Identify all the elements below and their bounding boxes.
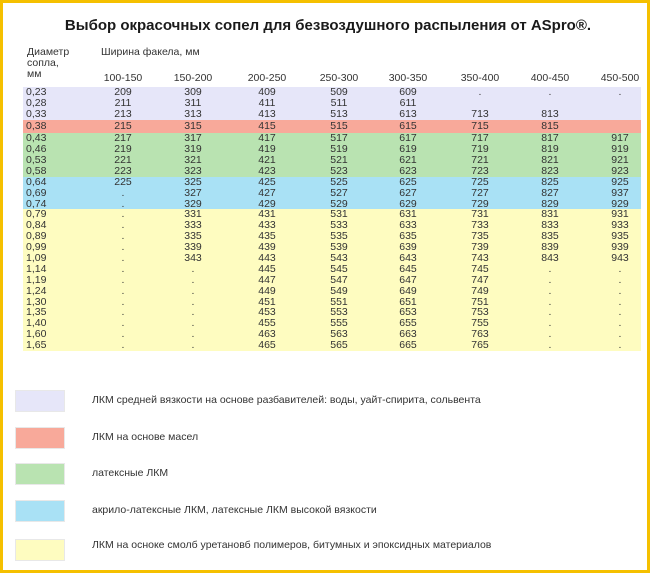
nozzle-code-cell: 523 [330, 164, 348, 177]
table-row [23, 340, 641, 351]
legend-item [15, 463, 635, 487]
nozzle-code-cell: . [121, 284, 125, 297]
legend-item [15, 427, 635, 451]
nozzle-code-cell: . [548, 273, 552, 286]
nozzle-code-cell: 447 [258, 273, 276, 286]
nozzle-code-cell: 733 [471, 219, 489, 232]
nozzle-code-cell: 517 [330, 132, 348, 145]
diameter-cell: 1,40 [26, 317, 47, 330]
nozzle-code-cell: 939 [611, 241, 629, 254]
nozzle-code-cell: 547 [330, 273, 348, 286]
diameter-header-line-2: сопла, [27, 57, 59, 69]
nozzle-code-cell: . [191, 284, 195, 297]
nozzle-code-cell: 639 [399, 241, 417, 254]
nozzle-code-cell: 827 [541, 186, 559, 199]
nozzle-code-cell: . [121, 230, 125, 243]
nozzle-code-cell: . [618, 306, 622, 319]
nozzle-code-cell: 551 [330, 295, 348, 308]
nozzle-code-cell: . [191, 262, 195, 275]
nozzle-code-cell: 333 [184, 219, 202, 232]
diameter-cell: 0,23 [26, 86, 47, 98]
nozzle-code-cell: . [618, 328, 622, 341]
legend-text: латексные ЛКМ [92, 467, 169, 479]
nozzle-code-cell: 835 [541, 230, 559, 243]
nozzle-code-cell: 729 [471, 197, 489, 210]
nozzle-code-cell: 429 [258, 197, 276, 210]
nozzle-code-cell: . [121, 306, 125, 319]
nozzle-code-cell: 449 [258, 284, 276, 297]
diameter-cell: 0,64 [26, 175, 47, 188]
nozzle-code-cell: 431 [258, 208, 276, 221]
nozzle-code-cell: 455 [258, 317, 276, 330]
nozzle-code-cell: 717 [471, 132, 489, 145]
nozzle-code-cell: 435 [258, 230, 276, 243]
nozzle-code-cell: . [191, 328, 195, 341]
nozzle-code-cell: 815 [541, 119, 559, 132]
nozzle-code-cell: 531 [330, 208, 348, 221]
nozzle-code-cell: 745 [471, 262, 489, 275]
nozzle-code-cell: 643 [399, 251, 417, 264]
nozzle-code-cell: 423 [258, 164, 276, 177]
legend-swatch [15, 500, 65, 522]
nozzle-code-cell: 439 [258, 241, 276, 254]
nozzle-code-cell: . [121, 251, 125, 264]
nozzle-code-cell: 609 [399, 86, 417, 98]
nozzle-code-cell: . [121, 219, 125, 232]
nozzle-code-cell: 735 [471, 230, 489, 243]
nozzle-code-cell: 317 [184, 132, 202, 145]
nozzle-code-cell: . [618, 262, 622, 275]
nozzle-code-cell: 339 [184, 241, 202, 254]
diameter-cell: 0,43 [26, 132, 47, 145]
nozzle-code-cell: 739 [471, 241, 489, 254]
diameter-cell: 0,99 [26, 241, 47, 254]
diameter-header-line-3: мм [27, 68, 42, 80]
diameter-cell: 0,74 [26, 197, 47, 210]
table-row [23, 286, 641, 297]
nozzle-code-cell: 521 [330, 153, 348, 166]
nozzle-code-cell: 921 [611, 153, 629, 166]
diameter-cell: 0,79 [26, 208, 47, 221]
nozzle-code-cell: 213 [114, 107, 132, 120]
nozzle-code-cell: . [121, 208, 125, 221]
column-header-250-300: 250-300 [319, 72, 359, 84]
nozzle-code-cell: . [191, 339, 195, 352]
nozzle-code-cell: 731 [471, 208, 489, 221]
nozzle-code-cell: 719 [471, 143, 489, 156]
nozzle-code-cell: . [121, 317, 125, 330]
nozzle-code-cell: . [548, 339, 552, 352]
diameter-cell: 1,65 [26, 339, 47, 352]
nozzle-table [23, 87, 641, 351]
nozzle-code-cell: 221 [114, 153, 132, 166]
nozzle-code-cell: . [548, 262, 552, 275]
nozzle-code-cell: 335 [184, 230, 202, 243]
fan-width-header: Ширина факела, мм [101, 46, 200, 58]
nozzle-code-cell: 535 [330, 230, 348, 243]
legend-swatch [15, 539, 65, 561]
nozzle-code-cell: 563 [330, 328, 348, 341]
legend-item [15, 539, 635, 563]
nozzle-code-cell: 817 [541, 132, 559, 145]
nozzle-code-cell: 839 [541, 241, 559, 254]
nozzle-code-cell: 545 [330, 262, 348, 275]
nozzle-code-cell: 665 [399, 339, 417, 352]
nozzle-code-cell: . [191, 306, 195, 319]
diameter-cell: 1,24 [26, 284, 47, 297]
nozzle-code-cell: 533 [330, 219, 348, 232]
nozzle-code-cell: 627 [399, 186, 417, 199]
nozzle-code-cell: 831 [541, 208, 559, 221]
nozzle-code-cell: 311 [184, 96, 202, 109]
nozzle-code-cell: 655 [399, 317, 417, 330]
legend-text: ЛКМ на основе масел [92, 431, 199, 443]
nozzle-code-cell: 919 [611, 143, 629, 156]
nozzle-code-cell: . [548, 306, 552, 319]
nozzle-code-cell: 649 [399, 284, 417, 297]
column-header-400-450: 400-450 [530, 72, 570, 84]
diameter-cell: 0,46 [26, 143, 47, 156]
nozzle-code-cell: 629 [399, 197, 417, 210]
nozzle-code-cell: 821 [541, 153, 559, 166]
nozzle-code-cell: 549 [330, 284, 348, 297]
nozzle-code-cell: 411 [258, 96, 276, 109]
nozzle-code-cell: 331 [184, 208, 202, 221]
nozzle-code-cell: 209 [114, 86, 132, 98]
nozzle-code-cell: . [191, 295, 195, 308]
nozzle-code-cell: . [548, 86, 552, 98]
nozzle-code-cell: 925 [611, 175, 629, 188]
nozzle-code-cell: 343 [184, 251, 202, 264]
nozzle-code-cell: 513 [330, 107, 348, 120]
nozzle-code-cell: 823 [541, 164, 559, 177]
column-header-300-350: 300-350 [388, 72, 428, 84]
nozzle-code-cell: 763 [471, 328, 489, 341]
nozzle-code-cell: . [121, 186, 125, 199]
nozzle-code-cell: 511 [330, 96, 348, 109]
column-header-200-250: 200-250 [247, 72, 287, 84]
legend-text: акрило-латексные ЛКМ, латексные ЛКМ высокой вязкости [92, 504, 377, 516]
nozzle-code-cell: 633 [399, 219, 417, 232]
nozzle-code-cell: 539 [330, 241, 348, 254]
nozzle-code-cell: 929 [611, 197, 629, 210]
nozzle-code-cell: 631 [399, 208, 417, 221]
nozzle-code-cell: 715 [471, 119, 489, 132]
nozzle-code-cell: 829 [541, 197, 559, 210]
diameter-cell: 1,19 [26, 273, 47, 286]
table-row [23, 188, 641, 199]
column-header-100-150: 100-150 [103, 72, 143, 84]
diameter-cell: 1,30 [26, 295, 47, 308]
nozzle-code-cell: 619 [399, 143, 417, 156]
nozzle-code-cell: . [121, 328, 125, 341]
legend-swatch [15, 390, 65, 412]
nozzle-code-cell: . [618, 86, 622, 98]
diameter-cell: 0,84 [26, 219, 47, 232]
nozzle-code-cell: 931 [611, 208, 629, 221]
nozzle-code-cell: 219 [114, 143, 132, 156]
nozzle-code-cell: 211 [114, 96, 132, 109]
nozzle-code-cell: 765 [471, 339, 489, 352]
diameter-cell: 0,53 [26, 153, 47, 166]
diameter-cell: 1,14 [26, 262, 47, 275]
nozzle-code-cell: . [618, 339, 622, 352]
nozzle-code-cell: 409 [258, 86, 276, 98]
nozzle-code-cell: 613 [399, 107, 417, 120]
nozzle-code-cell: 543 [330, 251, 348, 264]
nozzle-code-cell: . [548, 295, 552, 308]
nozzle-code-cell: 509 [330, 86, 348, 98]
nozzle-code-cell: . [548, 328, 552, 341]
diameter-cell: 0,28 [26, 96, 47, 109]
nozzle-code-cell: 813 [541, 107, 559, 120]
nozzle-code-cell: . [121, 197, 125, 210]
nozzle-code-cell: 465 [258, 339, 276, 352]
nozzle-code-cell: 825 [541, 175, 559, 188]
nozzle-code-cell: 451 [258, 295, 276, 308]
nozzle-code-cell: 433 [258, 219, 276, 232]
nozzle-code-cell: . [618, 317, 622, 330]
nozzle-code-cell: 713 [471, 107, 489, 120]
nozzle-code-cell: 617 [399, 132, 417, 145]
nozzle-code-cell: . [191, 273, 195, 286]
legend-text: ЛКМ средней вязкости на основе разбавителей: воды, уайт-спирита, сольвента [92, 394, 481, 406]
nozzle-code-cell: 309 [184, 86, 202, 98]
nozzle-code-cell: 417 [258, 132, 276, 145]
nozzle-code-cell: 555 [330, 317, 348, 330]
nozzle-code-cell: . [191, 317, 195, 330]
nozzle-code-cell: 319 [184, 143, 202, 156]
nozzle-code-cell: 843 [541, 251, 559, 264]
nozzle-code-cell: . [121, 273, 125, 286]
nozzle-code-cell: 553 [330, 306, 348, 319]
nozzle-code-cell: . [548, 284, 552, 297]
legend-swatch [15, 427, 65, 449]
nozzle-code-cell: 723 [471, 164, 489, 177]
table-row [23, 120, 641, 134]
nozzle-code-cell: 525 [330, 175, 348, 188]
column-header-450-500: 450-500 [600, 72, 640, 84]
nozzle-code-cell: 215 [114, 119, 132, 132]
nozzle-code-cell: . [121, 241, 125, 254]
nozzle-code-cell: 923 [611, 164, 629, 177]
nozzle-code-cell: 427 [258, 186, 276, 199]
nozzle-code-cell: 615 [399, 119, 417, 132]
nozzle-code-cell: 421 [258, 153, 276, 166]
nozzle-code-cell: 917 [611, 132, 629, 145]
nozzle-code-cell: 747 [471, 273, 489, 286]
nozzle-code-cell: 743 [471, 251, 489, 264]
diameter-cell: 0,89 [26, 230, 47, 243]
diameter-cell: 0,69 [26, 186, 47, 199]
nozzle-code-cell: 727 [471, 186, 489, 199]
nozzle-code-cell: . [121, 262, 125, 275]
nozzle-code-cell: 321 [184, 153, 202, 166]
nozzle-code-cell: 645 [399, 262, 417, 275]
nozzle-code-cell: 819 [541, 143, 559, 156]
nozzle-code-cell: 325 [184, 175, 202, 188]
nozzle-code-cell: 313 [184, 107, 202, 120]
nozzle-code-cell: 625 [399, 175, 417, 188]
nozzle-code-cell: 327 [184, 186, 202, 199]
table-row [23, 109, 641, 120]
nozzle-code-cell: 663 [399, 328, 417, 341]
legend-swatch [15, 463, 65, 485]
nozzle-code-cell: 529 [330, 197, 348, 210]
nozzle-code-cell: . [618, 284, 622, 297]
nozzle-code-cell: 753 [471, 306, 489, 319]
nozzle-code-cell: . [548, 317, 552, 330]
nozzle-code-cell: 223 [114, 164, 132, 177]
page-title: Выбор окрасочных сопел для безвоздушного распыления от ASpro®. [64, 17, 592, 34]
nozzle-code-cell: 445 [258, 262, 276, 275]
diameter-cell: 1,35 [26, 306, 47, 319]
nozzle-code-cell: 527 [330, 186, 348, 199]
nozzle-code-cell: 621 [399, 153, 417, 166]
nozzle-code-cell: 413 [258, 107, 276, 120]
column-header-350-400: 350-400 [460, 72, 500, 84]
nozzle-code-cell: 651 [399, 295, 417, 308]
table-row [23, 177, 641, 188]
legend-text: ЛКМ на осноке смолб уретановб полимеров, битумных и эпоксидных материалов [92, 539, 492, 551]
nozzle-code-cell: 751 [471, 295, 489, 308]
nozzle-code-cell: . [478, 86, 482, 98]
nozzle-code-cell: 463 [258, 328, 276, 341]
legend-item [15, 500, 635, 524]
nozzle-code-cell: 519 [330, 143, 348, 156]
nozzle-code-cell: . [618, 295, 622, 308]
nozzle-code-cell: 833 [541, 219, 559, 232]
nozzle-code-cell: 419 [258, 143, 276, 156]
nozzle-code-cell: 315 [184, 119, 202, 132]
nozzle-code-cell: 453 [258, 306, 276, 319]
nozzle-code-cell: 725 [471, 175, 489, 188]
nozzle-code-cell: 721 [471, 153, 489, 166]
legend-item [15, 390, 635, 414]
nozzle-code-cell: . [121, 295, 125, 308]
diameter-cell: 1,60 [26, 328, 47, 341]
nozzle-code-cell: 623 [399, 164, 417, 177]
nozzle-code-cell: 425 [258, 175, 276, 188]
nozzle-code-cell: 749 [471, 284, 489, 297]
nozzle-code-cell: 329 [184, 197, 202, 210]
nozzle-code-cell: 937 [611, 186, 629, 199]
diameter-cell: 0,38 [26, 119, 47, 132]
nozzle-code-cell: . [121, 339, 125, 352]
nozzle-code-cell: 443 [258, 251, 276, 264]
nozzle-code-cell: 611 [399, 96, 417, 109]
nozzle-code-cell: 653 [399, 306, 417, 319]
nozzle-code-cell: 943 [611, 251, 629, 264]
nozzle-code-cell: 323 [184, 164, 202, 177]
nozzle-code-cell: 217 [114, 132, 132, 145]
nozzle-code-cell: 415 [258, 119, 276, 132]
diameter-cell: 0,58 [26, 164, 47, 177]
diameter-header-line-1: Диаметр [27, 46, 70, 58]
nozzle-code-cell: 755 [471, 317, 489, 330]
table-row [23, 275, 641, 286]
nozzle-code-cell: 225 [114, 175, 132, 188]
diameter-cell: 1,09 [26, 251, 47, 264]
nozzle-code-cell: 933 [611, 219, 629, 232]
diameter-cell: 0,33 [26, 107, 47, 120]
diameter-header [27, 47, 69, 80]
nozzle-code-cell: 515 [330, 119, 348, 132]
nozzle-code-cell: . [618, 273, 622, 286]
nozzle-code-cell: 565 [330, 339, 348, 352]
nozzle-code-cell: 935 [611, 230, 629, 243]
nozzle-code-cell: 647 [399, 273, 417, 286]
nozzle-code-cell: 635 [399, 230, 417, 243]
column-header-150-200: 150-200 [173, 72, 213, 84]
